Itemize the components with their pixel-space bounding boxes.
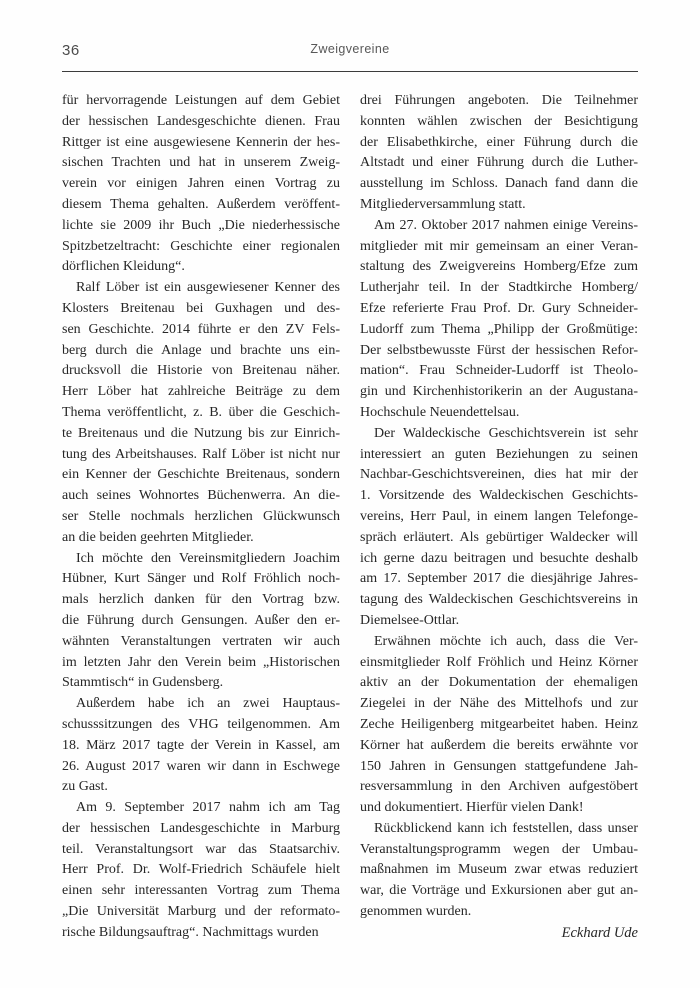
- author-signature: Eckhard Ude: [561, 924, 638, 941]
- text-line: Am 9. September 2017 nahm ich am Tag: [76, 800, 340, 816]
- text-line: Ich möchte den Vereinsmitgliedern Joachim: [76, 550, 340, 566]
- text-line: Der selbstbewusste Fürst der hessischen Refor-: [360, 342, 638, 358]
- text-line: Rückblickend kann ich feststellen, dass unser: [374, 820, 638, 836]
- text-line: Ziegelei in der Nähe des Mittelhofs und zur: [360, 696, 638, 712]
- text-line: Hochschule Neuendettelsau.: [360, 404, 520, 420]
- text-line: Thema veröffentlicht, z. B. über die Geschich-: [62, 404, 340, 420]
- text-line: dörflichen Kleidung“.: [62, 259, 185, 275]
- text-line: sen Geschichte. 2014 führte er den ZV Fels-: [62, 321, 340, 337]
- right-column: [360, 91, 638, 944]
- text-line: ich gerne dazu beitragen und besuchte deshalb: [360, 550, 638, 566]
- text-line: konnten wählen zwischen der Besichtigung: [360, 113, 638, 129]
- paragraph: [62, 91, 340, 278]
- text-line: interessiert an guten Beziehungen zu seinen: [360, 446, 638, 462]
- text-line: berg durch die Anlage und brachte uns ein-: [62, 342, 340, 358]
- text-line: Klosters Breitenau bei Guxhagen und des-: [62, 300, 340, 316]
- text-line: am 17. September 2017 die diesjährige Jahres-: [360, 571, 638, 587]
- text-line: maßnahmen im Museum zwar etwas reduziert: [360, 862, 638, 878]
- paragraph: [360, 632, 638, 819]
- text-line: an die beiden geehrten Mitglieder.: [62, 529, 254, 545]
- paragraph: [62, 278, 340, 548]
- text-line: resversammlung in den Archiven aufgestöbert: [360, 779, 638, 795]
- text-line: war, die Vorträge und Exkursionen aber gut an-: [360, 883, 638, 899]
- text-line: der Elisabethkirche, einer Führung durch die: [360, 134, 638, 150]
- text-line: Erwähnen möchte ich auch, dass die Ver-: [374, 633, 638, 649]
- text-line: tagung des Waldeckischen Geschichtsvereins in: [360, 592, 638, 608]
- paragraph: [360, 91, 638, 216]
- text-line: die Führung durch Gensungen. Außer den er-: [62, 612, 340, 628]
- text-line: für hervorragende Leistungen auf dem Gebiet: [62, 93, 340, 108]
- text-line: der hessischen Landesgeschichte dienen. Frau: [62, 113, 340, 129]
- text-line: aktiv an der Dokumentation der ehemaligen: [360, 675, 638, 691]
- text-line: Efze referierte Frau Prof. Dr. Gury Schneider-: [360, 300, 638, 316]
- text-line: der hessischen Landesgeschichte in Marburg: [62, 820, 340, 836]
- paragraph: [62, 549, 340, 695]
- left-column-paragraphs: [62, 91, 340, 944]
- text-line: diesem Thema gehalten. Außerdem veröffent-: [62, 196, 340, 212]
- text-line: auch seines Wohnortes Büchenwerra. An die-: [62, 488, 340, 504]
- text-line: zu Gast.: [62, 779, 108, 795]
- paragraph: [62, 798, 340, 944]
- text-line: drei Führungen angeboten. Die Teilnehmer: [360, 93, 638, 108]
- text-line: Diemelsee-Ottlar.: [360, 612, 460, 628]
- text-line: 26. August 2017 waren wir dann in Eschwege: [62, 758, 340, 774]
- text-line: Herr Löber hat zahlreiche Beiträge zu dem: [62, 384, 340, 400]
- right-column-paragraphs: [360, 91, 638, 923]
- text-line: tung des Arbeitshauses. Ralf Löber ist nicht nur: [62, 446, 340, 462]
- text-line: einen sehr interessanten Vortrag zum Thema: [62, 883, 340, 899]
- text-line: lichte sie 2009 ihr Buch „Die niederhessische: [62, 217, 340, 233]
- text-line: im letzten Jahr den Verein beim „Historischen: [62, 654, 340, 670]
- text-line: gin und Kirchenhistorikerin an der Augustana-: [360, 384, 638, 400]
- text-line: Rittger ist eine ausgewiesene Kennerin der hes-: [62, 134, 340, 150]
- text-line: Zeche Heiligenberg mitgearbeitet haben. Heinz: [360, 716, 638, 732]
- running-head: Zweigvereine: [310, 42, 390, 56]
- header-rule: [62, 71, 638, 72]
- text-line: Herr Prof. Dr. Wolf-Friedrich Schäufele hielt: [62, 862, 340, 878]
- paragraph: [360, 819, 638, 923]
- text-line: drucksvoll die Historie von Breitenau näher.: [62, 363, 340, 379]
- text-line: wähnten Veranstaltungen vertraten wir auch: [62, 633, 340, 649]
- text-line: teil. Veranstaltungsort war das Staatsarchiv.: [62, 841, 340, 857]
- text-line: und dokumentiert. Hierfür vielen Dank!: [360, 800, 584, 816]
- text-line: Mitgliederversammlung statt.: [360, 196, 526, 212]
- text-line: vereins, Herr Paul, in einem langen Telefonge-: [360, 508, 638, 524]
- text-line: spräch erläutert. Als gebürtiger Waldecker will: [360, 529, 638, 545]
- text-line: sischen Trachten und hat in unserem Zweig-: [62, 155, 340, 171]
- text-line: Körner hat außerdem die bereits erwähnte vor: [360, 737, 638, 753]
- text-line: Spitzbetzeltracht: Geschichte einer regionalen: [62, 238, 340, 254]
- text-line: Stammtisch“ in Gudensberg.: [62, 675, 224, 691]
- page-number: 36: [62, 42, 80, 59]
- paragraph: [360, 424, 638, 632]
- text-line: verein vor einigen Jahren einen Vortrag zu: [62, 176, 340, 192]
- text-line: rische Bildungsauftrag“. Nachmittags wurden: [62, 924, 319, 940]
- text-line: te Breitenaus und die Nutzung bis zur Einrich-: [62, 425, 340, 441]
- text-line: Ludorff zum Thema „Philipp der Großmütige:: [360, 321, 638, 337]
- text-line: Am 27. Oktober 2017 nahmen einige Vereins-: [374, 217, 638, 233]
- text-line: mation“. Frau Schneider-Ludorff ist Theolo-: [360, 363, 638, 379]
- paragraph: [360, 216, 638, 424]
- text-columns: [62, 91, 638, 944]
- left-column: [62, 91, 340, 944]
- text-line: mitglieder mit mir gemeinsam an einer Veran-: [360, 238, 638, 254]
- text-line: schusssitzungen des VHG teilgenommen. Am: [62, 716, 340, 732]
- text-line: Lutherjahr teil. In der Stadtkirche Homberg/: [360, 280, 638, 296]
- text-line: Ralf Löber ist ein ausgewiesener Kenner des: [76, 280, 340, 296]
- text-line: Nachbar-Geschichtsvereinen, dies hat mir der: [360, 467, 638, 483]
- text-line: Altstadt und einer Führung durch die Luther-: [360, 155, 638, 171]
- text-line: ausstellung im Schloss. Danach fand dann die: [360, 176, 638, 192]
- text-line: genommen wurden.: [360, 904, 472, 920]
- text-line: einsmitglieder Rolf Fröhlich und Heinz Körner: [360, 654, 638, 670]
- text-line: ein Kenner der Geschichte Breitenaus, sondern: [62, 467, 340, 483]
- text-line: ser Stelle nochmals herzlichen Glückwunsch: [62, 508, 340, 524]
- text-line: 1. Vorsitzende des Waldeckischen Geschichts-: [360, 488, 638, 504]
- text-line: staltung des Zweigvereins Homberg/Efze zum: [360, 259, 638, 275]
- text-line: „Die Universität Marburg und der reformato-: [62, 904, 340, 920]
- page-header: [62, 0, 638, 68]
- text-line: 18. März 2017 tagte der Verein in Kassel, am: [62, 737, 340, 753]
- text-line: mals herzlich danken für den Vortrag bzw.: [62, 592, 340, 608]
- text-line: Hübner, Kurt Sänger und Rolf Fröhlich noch-: [62, 571, 340, 587]
- text-line: Der Waldeckische Geschichtsverein ist sehr: [374, 425, 638, 441]
- text-line: Außerdem habe ich an zwei Hauptaus-: [76, 696, 340, 712]
- text-line: 150 Jahren in Gensungen stattgefundene Jah-: [360, 758, 638, 774]
- text-line: Veranstaltungsprogramm wegen der Umbau-: [360, 841, 638, 857]
- paragraph: [62, 694, 340, 798]
